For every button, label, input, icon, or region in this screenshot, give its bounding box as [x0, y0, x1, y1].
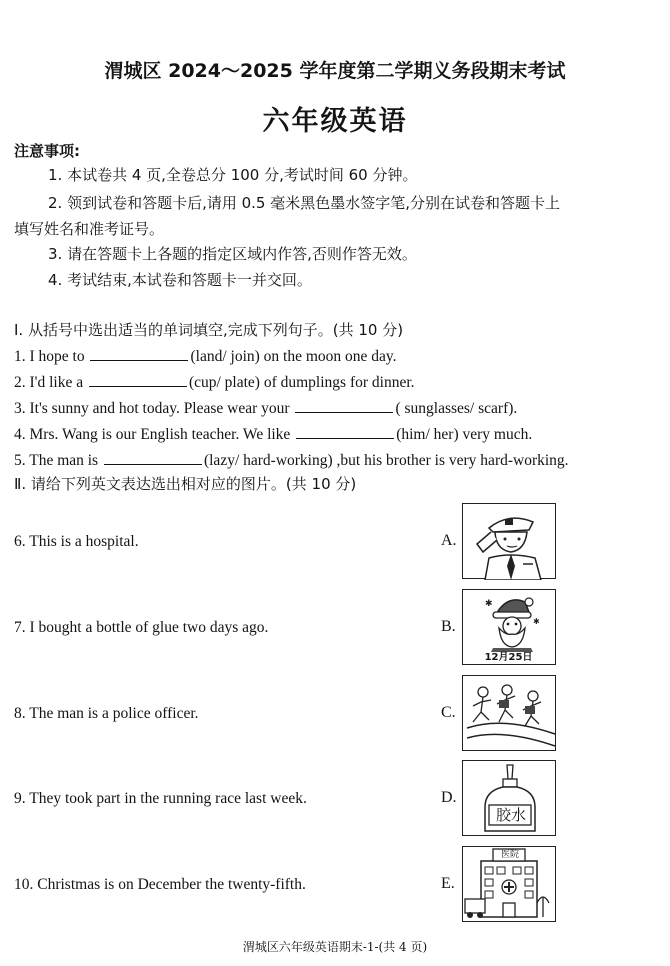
svg-text:✱: ✱: [533, 617, 540, 626]
section2-heading: Ⅱ. 请给下列英文表达选出相对应的图片。(共 10 分): [14, 475, 357, 493]
picture-e: [462, 846, 556, 922]
fill-question-4: 4. Mrs. Wang is our English teacher. We like (him/ her) very much.: [14, 426, 533, 443]
page-footer: 渭城区六年级英语期末-1-(共 4 页): [242, 940, 428, 954]
notes-heading: 注意事项:: [14, 142, 80, 160]
hospital-sign: 医院: [500, 850, 519, 860]
match-question-10: 10. Christmas is on December the twenty-fifth.: [14, 876, 306, 893]
svg-text:✱: ✱: [485, 599, 493, 609]
picture-b: [462, 589, 556, 665]
match-question-8: 8. The man is a police officer.: [14, 705, 199, 722]
match-question-7: 7. I bought a bottle of glue two days ago.: [14, 619, 269, 636]
answer-blank[interactable]: [295, 398, 393, 413]
note-item: 2. 领到试卷和答题卡后,请用 0.5 毫米黑色墨水签字笔,分别在试卷和答题卡上: [48, 194, 561, 212]
note-item: 3. 请在答题卡上各题的指定区域内作答,否则作答无效。: [48, 245, 417, 263]
glue-bottle-icon: [463, 761, 557, 837]
option-letter-b: B.: [441, 618, 456, 635]
picture-c: [462, 675, 556, 751]
answer-blank[interactable]: [296, 424, 394, 439]
answer-blank[interactable]: [89, 372, 187, 387]
option-letter-e: E.: [441, 875, 455, 892]
fill-question-3: 3. It's sunny and hot today. Please wear your ( sunglasses/ scarf).: [14, 400, 518, 417]
note-item: 4. 考试结束,本试卷和答题卡一并交回。: [48, 271, 312, 289]
note-item: 1. 本试卷共 4 页,全卷总分 100 分,考试时间 60 分钟。: [48, 166, 418, 184]
picture-d: [462, 760, 556, 836]
note-item: 填写姓名和准考证号。: [14, 220, 165, 238]
fill-question-1: 1. I hope to (land/ join) on the moon one day.: [14, 348, 397, 365]
answer-blank[interactable]: [90, 346, 188, 361]
option-letter-a: A.: [441, 532, 457, 549]
police-officer-saluting-icon: [463, 504, 557, 580]
exam-subject: 六年级英语: [262, 106, 408, 137]
fill-question-2: 2. I'd like a (cup/ plate) of dumplings for dinner.: [14, 374, 415, 391]
option-letter-d: D.: [441, 789, 457, 806]
answer-blank[interactable]: [104, 450, 202, 465]
running-race-icon: [463, 676, 557, 752]
match-question-6: 6. This is a hospital.: [14, 533, 139, 550]
exam-title: 渭城区 2024～2025 学年度第二学期义务段期末考试: [104, 60, 566, 82]
date-caption: 12月25日: [484, 652, 533, 663]
picture-a: [462, 503, 556, 579]
fill-question-5: 5. The man is (lazy/ hard-working) ,but his brother is very hard-working.: [14, 452, 569, 469]
glue-label: 胶水: [495, 806, 526, 824]
section1-heading: Ⅰ. 从括号中选出适当的单词填空,完成下列句子。(共 10 分): [14, 321, 404, 339]
match-question-9: 9. They took part in the running race last week.: [14, 790, 307, 807]
option-letter-c: C.: [441, 704, 456, 721]
